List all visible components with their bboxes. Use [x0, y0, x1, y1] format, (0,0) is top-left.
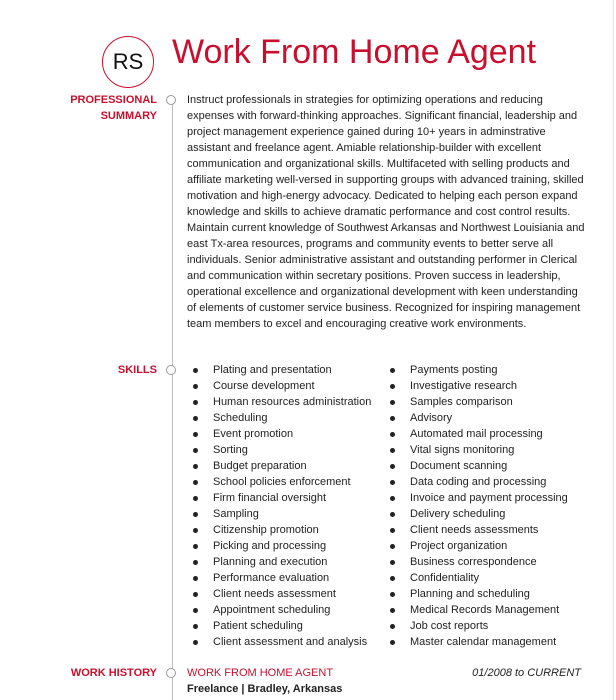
skill-item: Human resources administration [190, 394, 371, 410]
skill-item: Business correspondence [387, 554, 568, 570]
skills-section-label: SKILLS [117, 364, 157, 376]
skill-item: Picking and processing [190, 538, 371, 554]
summary-section-label [70, 92, 157, 124]
initials-text: RS [112, 49, 144, 74]
skill-item: Course development [190, 378, 371, 394]
skill-item: Master calendar management [387, 634, 568, 650]
skill-item: Investigative research [387, 378, 568, 394]
job-dates: 01/2008 to CURRENT [472, 667, 581, 679]
skill-item: School policies enforcement [190, 474, 371, 490]
skill-item: Vital signs monitoring [387, 442, 568, 458]
skill-item: Project organization [387, 538, 568, 554]
skill-item: Samples comparison [387, 394, 568, 410]
skill-item: Appointment scheduling [190, 602, 371, 618]
skills-timeline-node [166, 365, 176, 375]
skill-item: Scheduling [190, 410, 371, 426]
skill-item: Plating and presentation [190, 362, 371, 378]
work-history-section-label: WORK HISTORY [70, 667, 157, 679]
skill-item: Data coding and processing [387, 474, 568, 490]
job-company: Freelance | Bradley, Arkansas [187, 683, 343, 695]
skill-item: Budget preparation [190, 458, 371, 474]
skill-item: Job cost reports [387, 618, 568, 634]
initials-monogram [102, 36, 154, 88]
skills-column-right [387, 362, 568, 650]
summary-text: Instruct professionals in strategies for optimizing operations and reducing expenses with forward-thinking approaches. Significant financial, leadership and project management experience gained during 10+ years in adminstrative assistant and freelance agent. Amiable relationship-builder with excellent communication and organizational skills. Multifaceted with selling products and affiliate marketing well-versed in supporting groups with advanced training, skilled motivation and high-energy advocacy. Dedicated to helping each person expand knowledge and skills to achieve dramatic performance and cost control results. Maintain current knowledge of Southwest Arkansas and Northwest Louisiania and east Tx-area resources, programs and community events to better serve all individuals. Senior administrative assistant and outstanding performer in Clerical and communication within secretary positions. Proven success in leadership, operational excellence and organizational development with keen understanding of elements of customer service business. Recognized for inspiring management team members to excel and encouraging creative work environments. [187, 94, 585, 330]
skill-item: Payments posting [387, 362, 568, 378]
work-history-timeline-node [166, 668, 176, 678]
job-title: WORK FROM HOME AGENT [187, 667, 334, 679]
skill-item: Medical Records Management [387, 602, 568, 618]
skill-item: Confidentiality [387, 570, 568, 586]
skill-item: Invoice and payment processing [387, 490, 568, 506]
skill-item: Client needs assessment [190, 586, 371, 602]
summary-timeline-node [166, 95, 176, 105]
skill-item: Performance evaluation [190, 570, 371, 586]
skill-item: Planning and execution [190, 554, 371, 570]
skill-item: Planning and scheduling [387, 586, 568, 602]
timeline-line [172, 100, 173, 700]
skill-item: Document scanning [387, 458, 568, 474]
skill-item: Client assessment and analysis [190, 634, 371, 650]
skill-item: Firm financial oversight [190, 490, 371, 506]
skill-item: Citizenship promotion [190, 522, 371, 538]
skill-item: Event promotion [190, 426, 371, 442]
skill-item: Sampling [190, 506, 371, 522]
skill-item: Automated mail processing [387, 426, 568, 442]
page-edge-line [613, 0, 614, 700]
skill-item: Advisory [387, 410, 568, 426]
skill-item: Patient scheduling [190, 618, 371, 634]
skills-column-left [190, 362, 371, 650]
summary-label-line2: SUMMARY [100, 110, 157, 122]
summary-label-line1: PROFESSIONAL [70, 94, 157, 106]
resume-title: Work From Home Agent [172, 33, 537, 71]
skill-item: Client needs assessments [387, 522, 568, 538]
skill-item: Delivery scheduling [387, 506, 568, 522]
skill-item: Sorting [190, 442, 371, 458]
